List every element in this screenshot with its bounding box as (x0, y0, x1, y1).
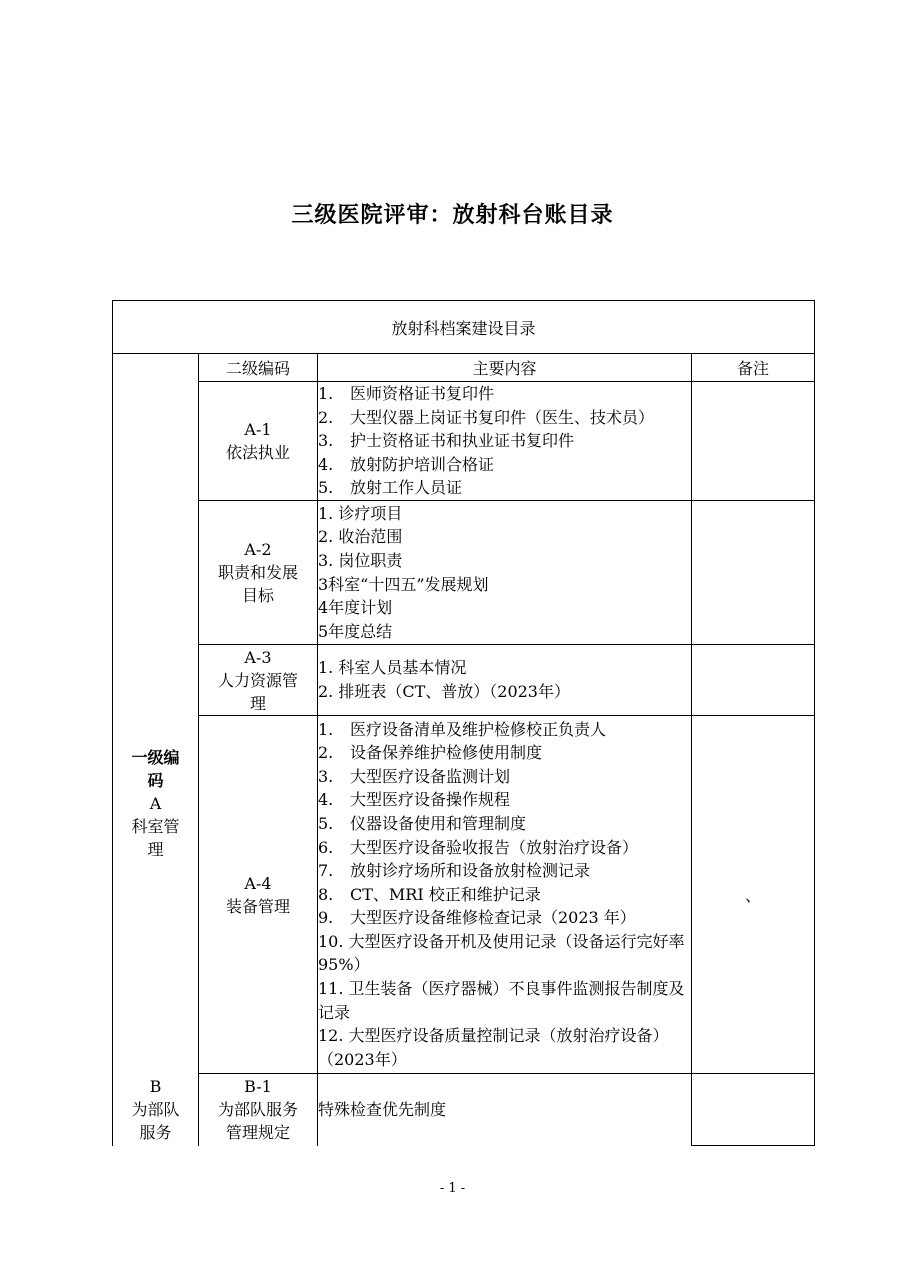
level2-cell: B-1 为部队服务 管理规定 (199, 1074, 318, 1146)
list-item: 5年度总结 (318, 621, 393, 641)
table-row (113, 716, 815, 1074)
list-item: 2. 设备保养维护检修使用制度 (318, 743, 543, 763)
list-item: 5. 放射工作人员证 (318, 478, 463, 498)
list-item: 11. 卫生装备（医疗器械）不良事件监测报告制度及记录 (318, 979, 685, 1022)
level1-code-a: A (149, 794, 162, 814)
content-cell (318, 382, 692, 501)
content-cell (318, 501, 692, 645)
level1-name-a-line1: 科室管 (131, 817, 180, 837)
remark-cell (692, 645, 815, 716)
level2-cell: A-2 职责和发展 目标 (199, 501, 318, 645)
content-cell (318, 716, 692, 1074)
remark-cell (692, 1074, 815, 1146)
list-item: 4. 大型医疗设备操作规程 (318, 790, 511, 810)
page-number: - 1 - (439, 1181, 466, 1196)
list-item: 1. 医疗设备清单及维护检修校正负责人 (318, 719, 607, 739)
page-title: 三级医院评审：放射科台账目录 (291, 203, 614, 228)
remark-cell (692, 501, 815, 645)
list-item: 6. 大型医疗设备验收报告（放射治疗设备） (318, 837, 639, 857)
remark-cell: 、 (692, 716, 815, 1074)
level1-name-b-line1: 为部队 (131, 1100, 180, 1119)
list-item: 1. 科室人员基本情况 (318, 658, 467, 678)
table-caption: 放射科档案建设目录 (113, 301, 815, 354)
level1-name-b-line2: 服务 (139, 1123, 172, 1142)
level2-cell: A-3 人力资源管 理 (199, 645, 318, 716)
list-item: 3. 岗位职责 (318, 550, 403, 570)
list-item: 1. 诊疗项目 (318, 503, 403, 523)
header-content: 主要内容 (318, 354, 692, 382)
list-item: 特殊检查优先制度 (318, 1099, 447, 1119)
list-item: 4. 放射防护培训合格证 (318, 454, 495, 474)
list-item: 1. 医师资格证书复印件 (318, 384, 495, 404)
list-item: 2. 排班表（CT、普放）（2023年） (318, 682, 570, 701)
table-row (113, 1074, 815, 1146)
list-item: 3. 大型医疗设备监测计划 (318, 766, 511, 786)
list-item: 8. CT、MRI 校正和维护记录 (318, 884, 541, 904)
level1-header-line1: 一级编 (131, 748, 180, 768)
list-item: 9. 大型医疗设备维修检查记录（2023 年） (318, 908, 636, 928)
list-item: 2. 大型仪器上岗证书复印件（医生、技术员） (318, 407, 655, 427)
content-cell (318, 645, 692, 716)
level2-cell: A-1 依法执业 (199, 382, 318, 501)
list-item: 7. 放射诊疗场所和设备放射检测记录 (318, 861, 591, 881)
level1-header-line2: 码 (147, 771, 164, 791)
list-item: 10. 大型医疗设备开机及使用记录（设备运行完好率 95%） (318, 931, 685, 975)
level1-group-a (113, 354, 199, 1074)
level1-group-b (113, 1074, 199, 1146)
list-item: 2. 收治范围 (318, 527, 403, 547)
list-item: 3. 护士资格证书和执业证书复印件 (318, 431, 575, 451)
list-item: 5. 仪器设备使用和管理制度 (318, 813, 527, 833)
list-item: 12. 大型医疗设备质量控制记录（放射治疗设备）（2023年） (318, 1026, 669, 1069)
table-row (113, 382, 815, 501)
remark-cell (692, 382, 815, 501)
table-row (113, 645, 815, 716)
table-row (113, 501, 815, 645)
list-item: 4年度计划 (318, 598, 393, 618)
level1-name-a-line2: 理 (147, 840, 164, 860)
archive-catalog-table (112, 300, 815, 1146)
level1-code-b: B (149, 1077, 162, 1096)
content-cell (318, 1074, 692, 1146)
list-item: 3科室“十四五”发展规划 (318, 574, 489, 594)
header-remark: 备注 (692, 354, 815, 382)
header-level2: 二级编码 (199, 354, 318, 382)
level2-cell: A-4 装备管理 (199, 716, 318, 1074)
